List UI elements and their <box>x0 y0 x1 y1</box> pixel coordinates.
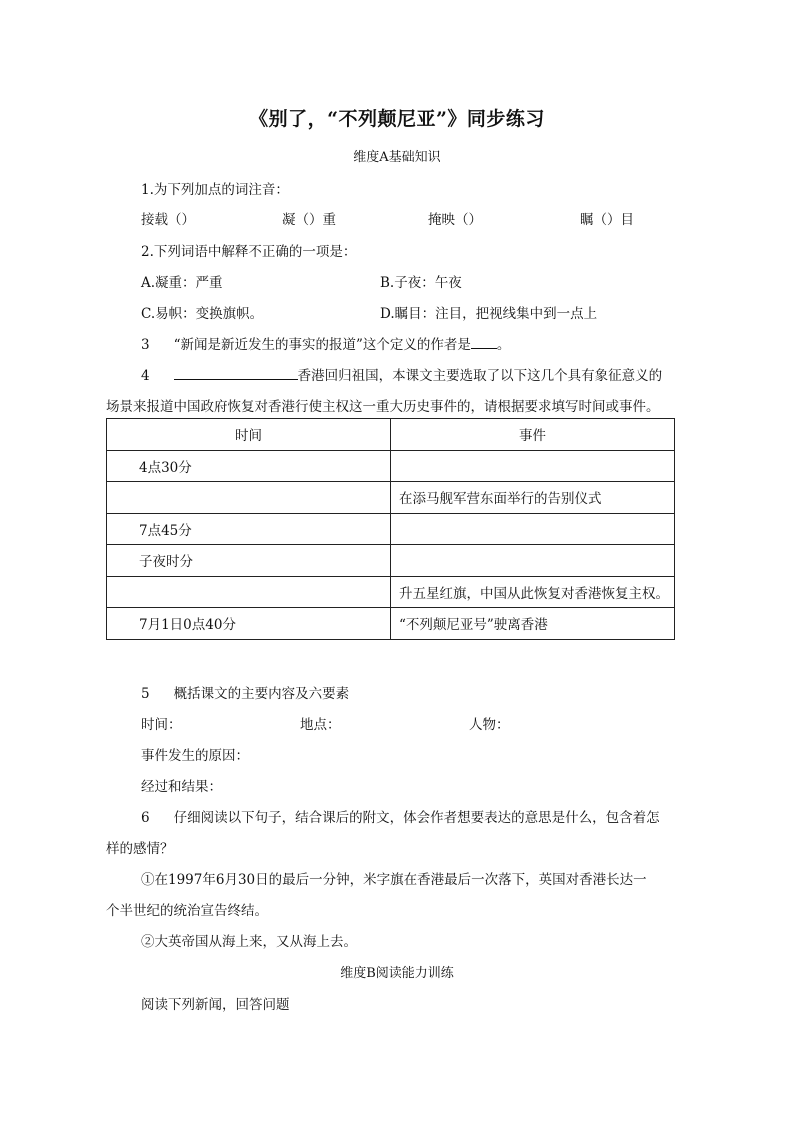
q4-answer-blank <box>174 365 298 380</box>
q1-item-2: 凝（）重 <box>282 212 336 228</box>
event-cell: “不列颠尼亚号”驶离香港 <box>391 608 675 640</box>
table-row <box>107 545 675 577</box>
q4-text-1: 香港回归祖国，本课文主要选取了以下这几个具有象征意义的 <box>297 368 663 384</box>
q2-option-b: B.子夜：午夜 <box>380 275 462 291</box>
q5-prompt: 概括课文的主要内容及六要素 <box>173 686 350 702</box>
time-cell <box>107 482 391 514</box>
time-cell <box>107 576 391 608</box>
event-cell: 升五星红旗，中国从此恢复对香港恢复主权。 <box>391 576 675 608</box>
section-b-heading: 维度B阅读能力训练 <box>340 966 454 981</box>
event-cell <box>391 450 675 482</box>
q6-text-1: 仔细阅读以下句子，结合课后的附文，体会作者想要表达的意思是什么，包含着怎 <box>173 810 660 826</box>
q2-option-d: D.瞩目：注目，把视线集中到一点上 <box>380 306 598 322</box>
event-cell <box>391 513 675 545</box>
q5-time-label: 时间： <box>141 717 182 733</box>
time-cell: 7点45分 <box>107 513 391 545</box>
reading-prompt: 阅读下列新闻，回答问题 <box>141 997 290 1013</box>
q6-line-2: 样的感情？ <box>106 841 174 857</box>
q5-line <box>141 682 349 702</box>
q4-line-1 <box>141 364 662 384</box>
q6-sentence-1-line-2: 个半世纪的统治宣告终结。 <box>106 903 268 919</box>
q1-item-3: 掩映（） <box>428 212 482 228</box>
q6-line-1 <box>141 806 660 826</box>
q3-number: 3 <box>141 337 150 353</box>
q4-line-2: 场景来报道中国政府恢复对香港行使主权这一重大历史事件的，请根据要求填写时间或事件。 <box>106 399 660 415</box>
q1-item-4: 瞩（）目 <box>580 212 634 228</box>
q2-prompt: 2.下列词语中解释不正确的一项是： <box>141 244 357 260</box>
table-row <box>107 450 675 482</box>
section-a-heading: 维度A基础知识 <box>353 150 441 165</box>
q1-prompt: 1.为下列加点的词注音： <box>141 182 289 198</box>
table-row <box>107 482 675 514</box>
q5-cause-label: 事件发生的原因： <box>141 748 249 764</box>
table-header-row <box>107 419 675 451</box>
q5-people-label: 人物： <box>469 717 510 733</box>
q5-place-label: 地点： <box>300 717 341 733</box>
q6-sentence-1-line-1: ①在1997年6月30日的最后一分钟，米字旗在香港最后一次落下，英国对香港长达一 <box>141 872 647 888</box>
q2-option-c: C.易帜：变换旗帜。 <box>141 306 264 322</box>
table-row <box>107 513 675 545</box>
q5-result-label: 经过和结果： <box>141 779 222 795</box>
q2-option-a: A.凝重：严重 <box>141 275 223 291</box>
event-cell: 在添马舰军营东面举行的告别仪式 <box>391 482 675 514</box>
q3-line <box>141 333 510 353</box>
q1-item-1: 接载（） <box>141 212 195 228</box>
q3-answer-blank <box>471 334 497 349</box>
events-table <box>106 418 675 640</box>
column-header-time: 时间 <box>107 419 391 451</box>
q6-number: 6 <box>141 810 150 826</box>
time-cell: 4点30分 <box>107 450 391 482</box>
q3-text: “新闻是新近发生的事实的报道”这个定义的作者是 <box>173 337 471 353</box>
q4-number: 4 <box>141 368 150 384</box>
column-header-event: 事件 <box>391 419 675 451</box>
page-title: 《别了，“不列颠尼亚”》同步练习 <box>249 108 545 130</box>
table-row <box>107 576 675 608</box>
table-row <box>107 608 675 640</box>
q5-number: 5 <box>141 686 150 702</box>
event-cell <box>391 545 675 577</box>
q3-text-end: 。 <box>496 337 511 353</box>
q6-sentence-2: ②大英帝国从海上来，又从海上去。 <box>141 934 357 950</box>
time-cell: 7月1日0点40分 <box>107 608 391 640</box>
time-cell: 子夜时分 <box>107 545 391 577</box>
